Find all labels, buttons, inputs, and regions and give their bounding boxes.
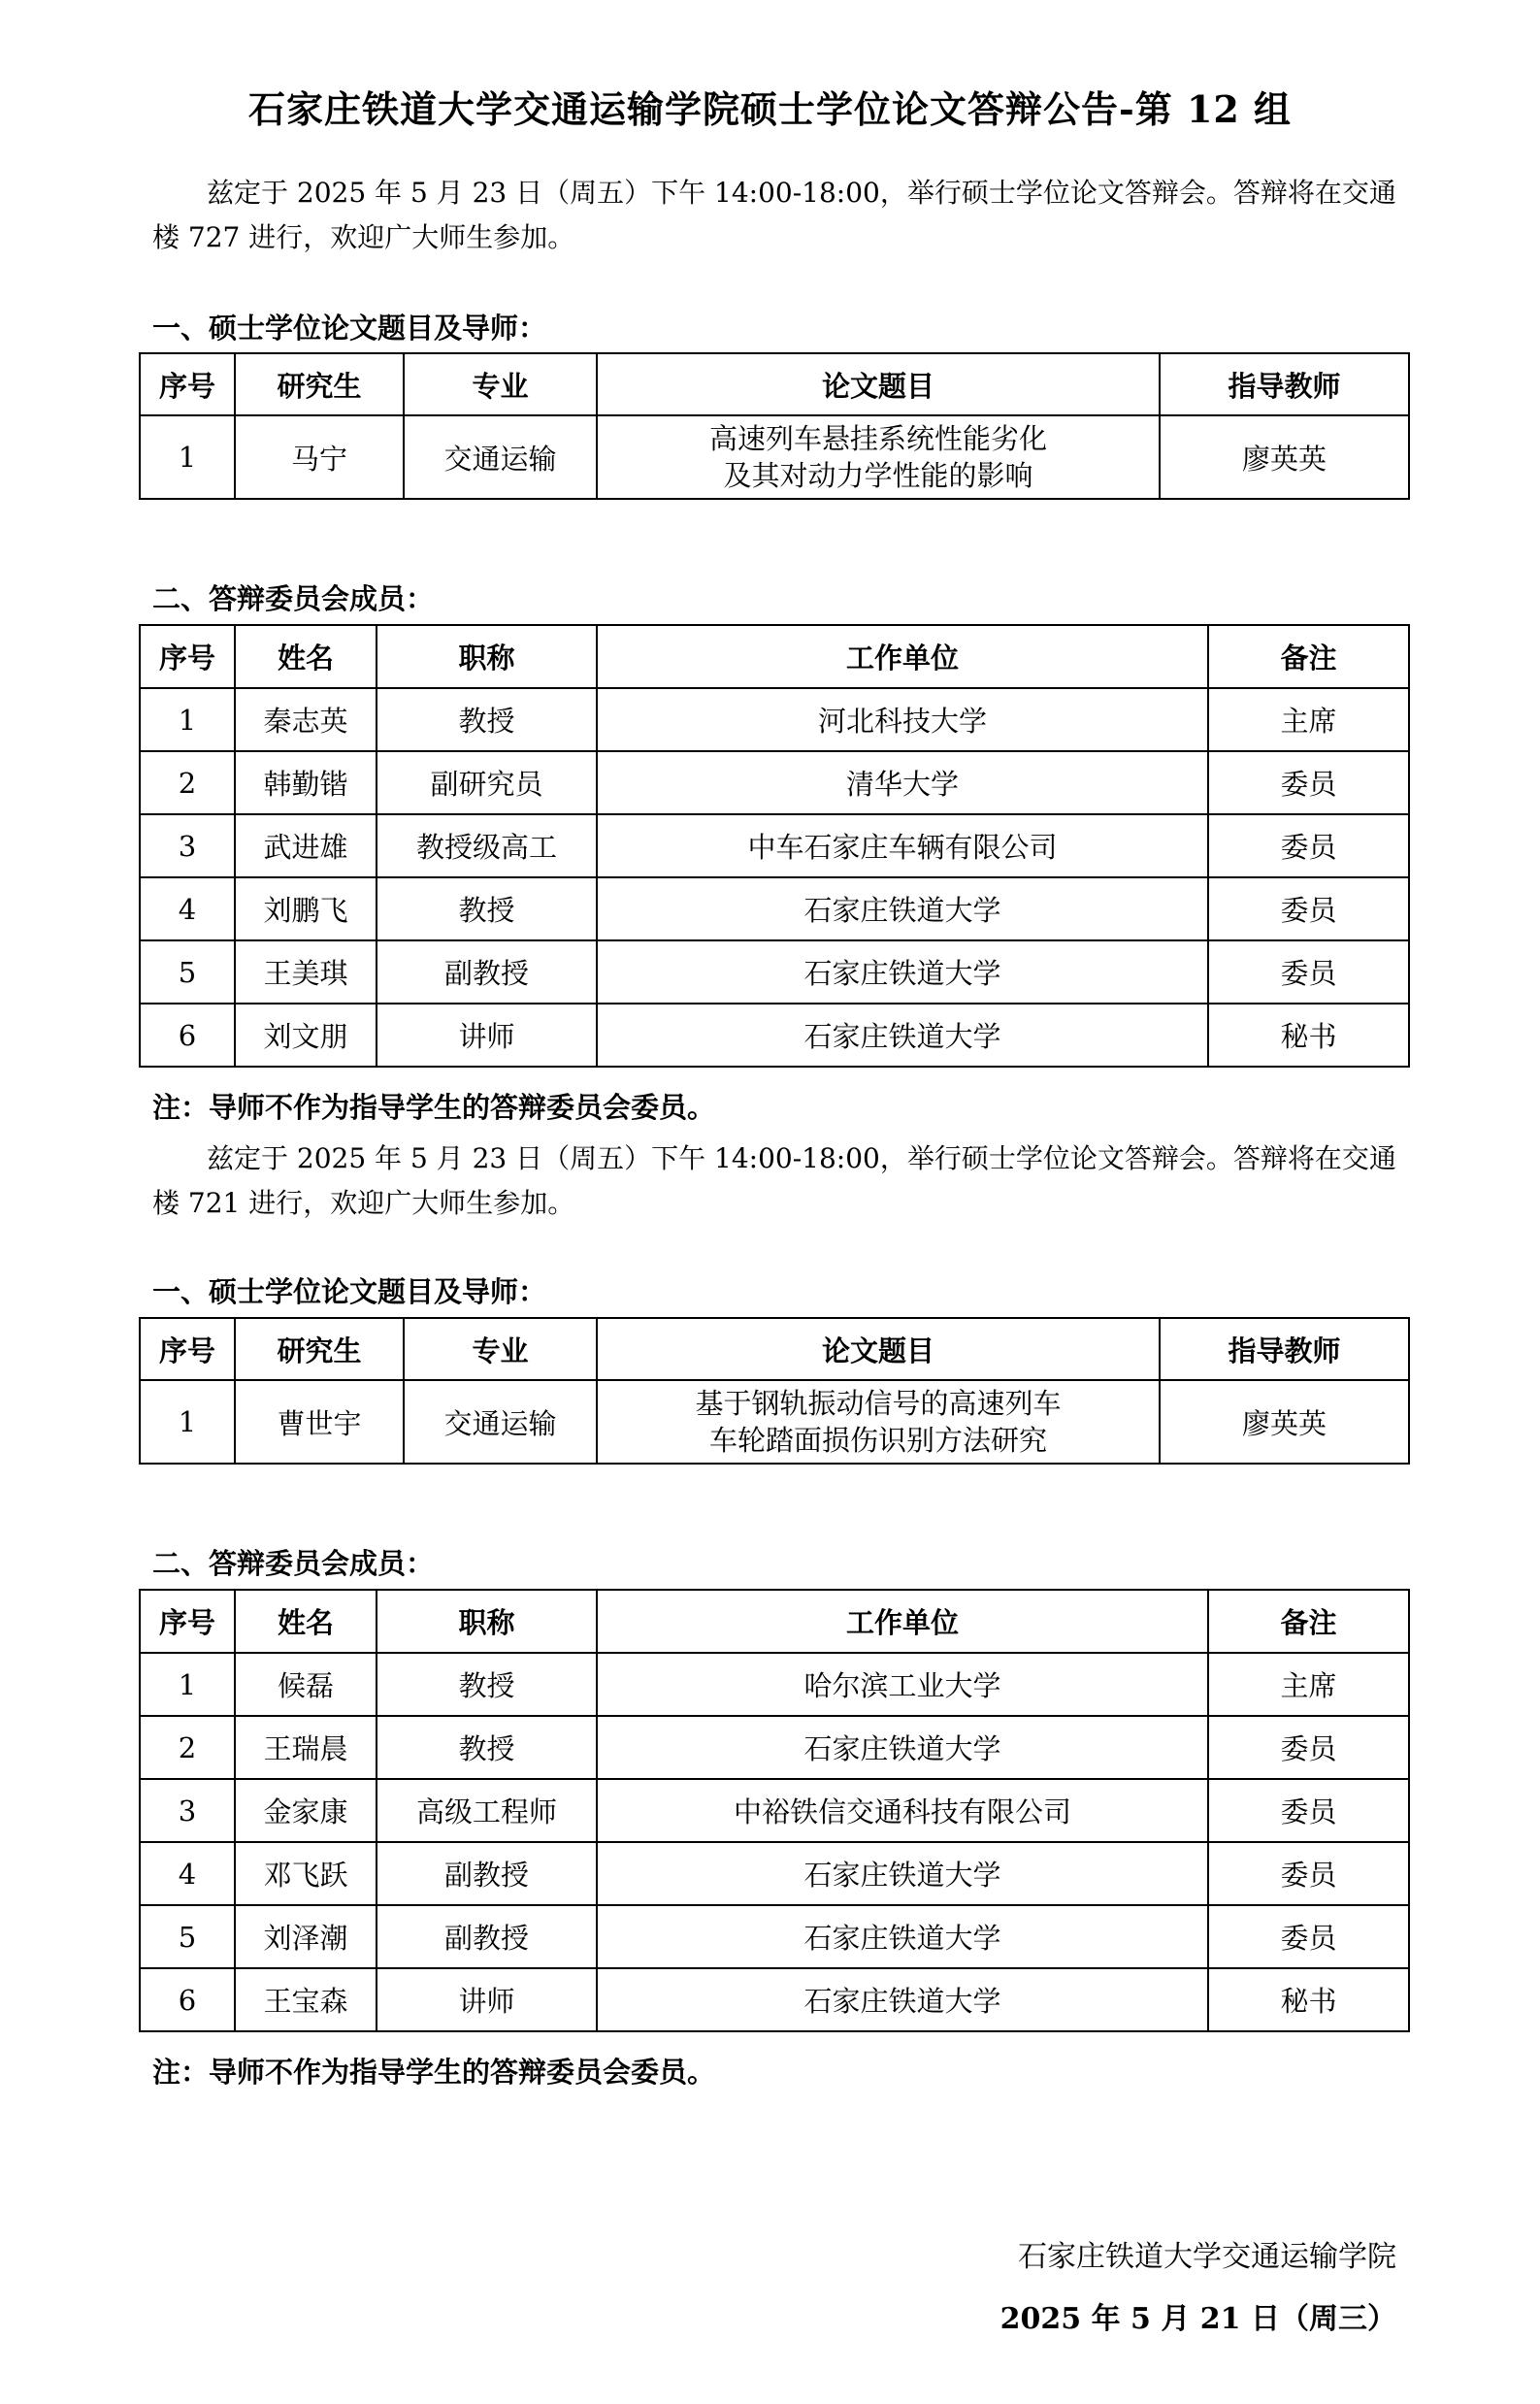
cell-no: 3 <box>140 814 235 877</box>
table-row <box>140 1380 1409 1464</box>
cell-unit: 石家庄铁道大学 <box>597 1004 1208 1067</box>
cell-role: 主席 <box>1208 1653 1409 1716</box>
cell-no: 6 <box>140 1968 235 2031</box>
cell-advisor: 廖英英 <box>1160 415 1409 499</box>
cell-student: 曹世宇 <box>235 1380 404 1464</box>
signature-date: 2025 年 5 月 21 日（周三） <box>999 2302 1396 2336</box>
cell-title: 教授 <box>377 1653 597 1716</box>
table-header-row <box>140 353 1409 415</box>
cell-name: 武进雄 <box>235 814 377 877</box>
header-major: 专业 <box>404 353 597 415</box>
cell-unit: 石家庄铁道大学 <box>597 1842 1208 1905</box>
cell-title: 副研究员 <box>377 751 597 814</box>
cell-role: 委员 <box>1208 1716 1409 1779</box>
cell-no: 5 <box>140 940 235 1004</box>
table-row <box>140 940 1409 1004</box>
defense-2-committee-heading: 二、答辩委员会成员： <box>152 1547 435 1580</box>
header-role: 备注 <box>1208 625 1409 688</box>
header-advisor: 指导教师 <box>1160 353 1409 415</box>
defense-2-thesis-table <box>139 1317 1410 1465</box>
defense-2-intro: 兹定于 2025 年 5 月 23 日（周五）下午 14:00-18:00，举行硕士学位论文答辩会。答辩将在交通楼 721 进行，欢迎广大师生参加。 <box>152 1142 1396 1219</box>
header-name: 姓名 <box>235 625 377 688</box>
cell-unit: 清华大学 <box>597 751 1208 814</box>
cell-role: 委员 <box>1208 814 1409 877</box>
cell-name: 秦志英 <box>235 688 377 751</box>
header-advisor: 指导教师 <box>1160 1318 1409 1380</box>
header-student: 研究生 <box>235 353 404 415</box>
defense-1-intro: 兹定于 2025 年 5 月 23 日（周五）下午 14:00-18:00，举行硕士学位论文答辩会。答辩将在交通楼 727 进行，欢迎广大师生参加。 <box>152 177 1396 253</box>
table-row <box>140 1004 1409 1067</box>
header-role: 备注 <box>1208 1590 1409 1653</box>
cell-name: 刘鹏飞 <box>235 877 377 940</box>
cell-no: 1 <box>140 415 235 499</box>
defense-1-committee-heading: 二、答辩委员会成员： <box>152 582 435 615</box>
table-row <box>140 814 1409 877</box>
defense-1-note: 注：导师不作为指导学生的答辩委员会委员。 <box>152 1091 716 1124</box>
cell-role: 秘书 <box>1208 1968 1409 2031</box>
table-row <box>140 1905 1409 1968</box>
topic-line-2: 车轮踏面损伤识别方法研究 <box>708 1424 1047 1457</box>
cell-no: 5 <box>140 1905 235 1968</box>
cell-unit: 石家庄铁道大学 <box>597 1905 1208 1968</box>
table-row <box>140 688 1409 751</box>
defense-1-thesis-heading: 一、硕士学位论文题目及导师： <box>152 312 547 345</box>
cell-no: 4 <box>140 877 235 940</box>
cell-name: 韩勤锴 <box>235 751 377 814</box>
cell-unit: 河北科技大学 <box>597 688 1208 751</box>
cell-major: 交通运输 <box>404 415 597 499</box>
cell-topic <box>597 415 1160 499</box>
cell-major: 交通运输 <box>404 1380 597 1464</box>
cell-name: 王瑞晨 <box>235 1716 377 1779</box>
cell-name: 候磊 <box>235 1653 377 1716</box>
cell-role: 委员 <box>1208 1842 1409 1905</box>
table-row <box>140 877 1409 940</box>
cell-title: 副教授 <box>377 1905 597 1968</box>
cell-role: 委员 <box>1208 751 1409 814</box>
table-row <box>140 1842 1409 1905</box>
cell-name: 金家康 <box>235 1779 377 1842</box>
table-row <box>140 1653 1409 1716</box>
cell-no: 1 <box>140 688 235 751</box>
table-header-row <box>140 1318 1409 1380</box>
defense-2-thesis-heading: 一、硕士学位论文题目及导师： <box>152 1275 547 1308</box>
page-title: 石家庄铁道大学交通运输学院硕士学位论文答辩公告-第 12 组 <box>247 87 1293 131</box>
header-unit: 工作单位 <box>597 1590 1208 1653</box>
cell-no: 1 <box>140 1380 235 1464</box>
header-major: 专业 <box>404 1318 597 1380</box>
topic-line-2: 及其对动力学性能的影响 <box>723 459 1033 492</box>
table-header-row <box>140 1590 1409 1653</box>
defense-1-thesis-table <box>139 352 1410 500</box>
header-topic: 论文题目 <box>597 1318 1160 1380</box>
table-row <box>140 1716 1409 1779</box>
cell-title: 高级工程师 <box>377 1779 597 1842</box>
header-unit: 工作单位 <box>597 625 1208 688</box>
cell-title: 副教授 <box>377 1842 597 1905</box>
cell-name: 王美琪 <box>235 940 377 1004</box>
signature-org: 石家庄铁道大学交通运输学院 <box>1018 2240 1396 2274</box>
cell-unit: 石家庄铁道大学 <box>597 940 1208 1004</box>
cell-title: 副教授 <box>377 940 597 1004</box>
defense-1-committee-table <box>139 624 1410 1068</box>
cell-unit: 石家庄铁道大学 <box>597 1968 1208 2031</box>
cell-no: 6 <box>140 1004 235 1067</box>
cell-title: 教授级高工 <box>377 814 597 877</box>
cell-role: 委员 <box>1208 877 1409 940</box>
defense-2-committee-table <box>139 1589 1410 2032</box>
cell-role: 秘书 <box>1208 1004 1409 1067</box>
cell-no: 4 <box>140 1842 235 1905</box>
cell-unit: 石家庄铁道大学 <box>597 1716 1208 1779</box>
cell-role: 委员 <box>1208 1905 1409 1968</box>
defense-2-note: 注：导师不作为指导学生的答辩委员会委员。 <box>152 2056 716 2089</box>
topic-line-1: 高速列车悬挂系统性能劣化 <box>708 422 1047 455</box>
cell-title: 教授 <box>377 1716 597 1779</box>
cell-no: 2 <box>140 1716 235 1779</box>
cell-unit: 中裕铁信交通科技有限公司 <box>597 1779 1208 1842</box>
table-header-row <box>140 625 1409 688</box>
cell-unit: 哈尔滨工业大学 <box>597 1653 1208 1716</box>
header-no: 序号 <box>140 1590 235 1653</box>
header-name: 姓名 <box>235 1590 377 1653</box>
topic-line-1: 基于钢轨振动信号的高速列车 <box>695 1387 1062 1420</box>
table-row <box>140 1779 1409 1842</box>
cell-name: 刘泽潮 <box>235 1905 377 1968</box>
cell-role: 委员 <box>1208 1779 1409 1842</box>
cell-name: 王宝森 <box>235 1968 377 2031</box>
table-row <box>140 751 1409 814</box>
cell-title: 讲师 <box>377 1968 597 2031</box>
cell-no: 3 <box>140 1779 235 1842</box>
table-row <box>140 415 1409 499</box>
cell-advisor: 廖英英 <box>1160 1380 1409 1464</box>
table-row <box>140 1968 1409 2031</box>
header-no: 序号 <box>140 1318 235 1380</box>
cell-unit: 石家庄铁道大学 <box>597 877 1208 940</box>
header-title: 职称 <box>377 1590 597 1653</box>
cell-title: 讲师 <box>377 1004 597 1067</box>
header-topic: 论文题目 <box>597 353 1160 415</box>
cell-role: 委员 <box>1208 940 1409 1004</box>
cell-title: 教授 <box>377 877 597 940</box>
header-no: 序号 <box>140 353 235 415</box>
cell-no: 1 <box>140 1653 235 1716</box>
header-student: 研究生 <box>235 1318 404 1380</box>
cell-name: 刘文朋 <box>235 1004 377 1067</box>
cell-role: 主席 <box>1208 688 1409 751</box>
cell-title: 教授 <box>377 688 597 751</box>
header-title: 职称 <box>377 625 597 688</box>
cell-unit: 中车石家庄车辆有限公司 <box>597 814 1208 877</box>
cell-name: 邓飞跃 <box>235 1842 377 1905</box>
cell-no: 2 <box>140 751 235 814</box>
cell-student: 马宁 <box>235 415 404 499</box>
cell-topic <box>597 1380 1160 1464</box>
header-no: 序号 <box>140 625 235 688</box>
